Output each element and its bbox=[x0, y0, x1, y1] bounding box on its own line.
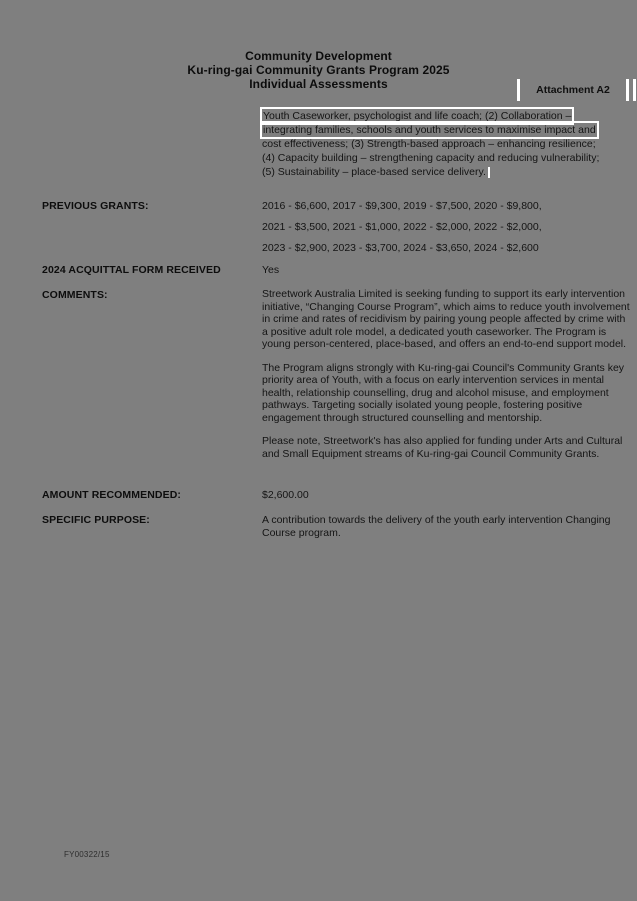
assessment-line bbox=[262, 165, 599, 179]
comments-paragraph: The Program aligns strongly with Ku-ring-gai Council's Community Grants key priority area of Youth, with a focus on early intervention services in mental health, relationship counselling, drug and alcohol misuse, and employment pathways. Targeting socially isolated young people, fostering positive engagement through structured counselling and mentorship. bbox=[262, 361, 625, 424]
acquittal-value: Yes bbox=[262, 264, 280, 276]
comments-paragraph: Please note, Streetwork's has also applied for funding under Arts and Cultural and Small Equipment streams of Ku-ring-gai Council Community Grants. bbox=[262, 435, 623, 460]
header-line-program: Ku-ring-gai Community Grants Program 2025 bbox=[187, 63, 450, 77]
comments-paragraph: Streetwork Australia Limited is seeking funding to support its early intervention initiative, “Changing Course Program”, which aims to reduce youth involvement in crime and rates of recidivism by pairing young people affected by crime with a positive adult role model, a dedicated youth caseworker. The Program is young person-centered, place-based, and offers an end-to-end support model. bbox=[262, 288, 630, 350]
assessment-line-text: (5) Sustainability – place-based service delivery. bbox=[262, 166, 486, 178]
header-line-subtitle: Individual Assessments bbox=[249, 77, 388, 91]
previous-grants-value bbox=[262, 196, 632, 259]
assessment-line bbox=[262, 109, 599, 123]
assessment-line: (4) Capacity building – strengthening capacity and reducing vulnerability; bbox=[262, 152, 600, 164]
acquittal-label: 2024 ACQUITTAL FORM RECEIVED bbox=[42, 264, 221, 276]
assessment-line: cost effectiveness; (3) Strength-based approach – enhancing resilience; bbox=[262, 138, 596, 150]
grants-line: 2016 - $6,600, 2017 - $9,300, 2019 - $7,500, 2020 - $9,800, bbox=[262, 200, 542, 212]
amount-recommended-value: $2,600.00 bbox=[262, 489, 309, 501]
highlighted-text-line: Youth Caseworker, psychologist and life coach; (2) Collaboration – bbox=[263, 110, 572, 122]
text-caret bbox=[488, 167, 490, 178]
highlighted-text-line: integrating families, schools and youth services to maximise impact and bbox=[263, 124, 596, 136]
previous-grants-label: PREVIOUS GRANTS: bbox=[42, 200, 149, 212]
page-edge-mark bbox=[633, 79, 636, 101]
grants-line: 2023 - $2,900, 2023 - $3,700, 2024 - $3,650, 2024 - $2,600 bbox=[262, 242, 539, 254]
specific-purpose-label: SPECIFIC PURPOSE: bbox=[42, 514, 150, 526]
document-reference: FY00322/15 bbox=[64, 850, 110, 859]
comments-value bbox=[262, 288, 632, 471]
assessment-continuation-text bbox=[262, 109, 599, 179]
assessment-line bbox=[262, 123, 599, 137]
header-line-department: Community Development bbox=[245, 49, 392, 63]
amount-recommended-label: AMOUNT RECOMMENDED: bbox=[42, 489, 181, 501]
attachment-label: Attachment A2 bbox=[536, 84, 610, 96]
grants-line: 2021 - $3,500, 2021 - $1,000, 2022 - $2,000, 2022 - $2,000, bbox=[262, 221, 542, 233]
specific-purpose-value: A contribution towards the delivery of the youth early intervention Changing Course program. bbox=[262, 514, 611, 539]
attachment-label-box bbox=[517, 79, 629, 101]
comments-label: COMMENTS: bbox=[42, 289, 108, 301]
